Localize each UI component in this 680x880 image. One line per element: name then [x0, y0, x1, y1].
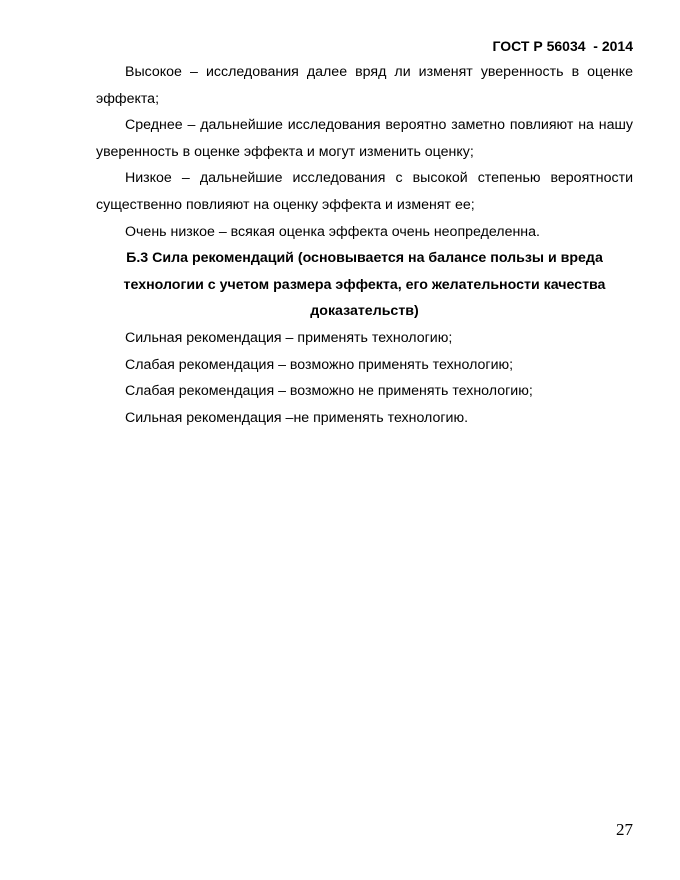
- recommendation-weak-for: Слабая рекомендация – возможно применять технологию;: [125, 356, 514, 373]
- section-heading: Б.3 Сила рекомендаций (основывается на балансе пользы и вреда технологии с учетом размера эффекта, его желательности качества доказательств): [123, 250, 606, 320]
- evidence-level-high: Высокое – исследования далее вряд ли изменят уверенность в оценке эффекта;: [96, 64, 633, 107]
- recommendation-strong-against: Сильная рекомендация –не применять технологию.: [125, 409, 469, 426]
- evidence-level-very-low: Очень низкое – всякая оценка эффекта очень неопределенна.: [125, 223, 540, 240]
- evidence-level-low: Низкое – дальнейшие исследования с высокой степенью вероятности существенно повлияют на оценку эффекта и изменят ее;: [96, 170, 633, 213]
- page-number: 27: [616, 820, 633, 839]
- page-content: [96, 59, 633, 431]
- evidence-level-medium: Среднее – дальнейшие исследования вероятно заметно повлияют на нашу уверенность в оценке эффекта и могут изменить оценку;: [96, 117, 633, 160]
- document-header: ГОСТ Р 56034 - 2014: [492, 38, 633, 54]
- recommendation-strong-for: Сильная рекомендация – применять технологию;: [125, 329, 453, 346]
- recommendation-weak-against: Слабая рекомендация – возможно не применять технологию;: [125, 383, 533, 400]
